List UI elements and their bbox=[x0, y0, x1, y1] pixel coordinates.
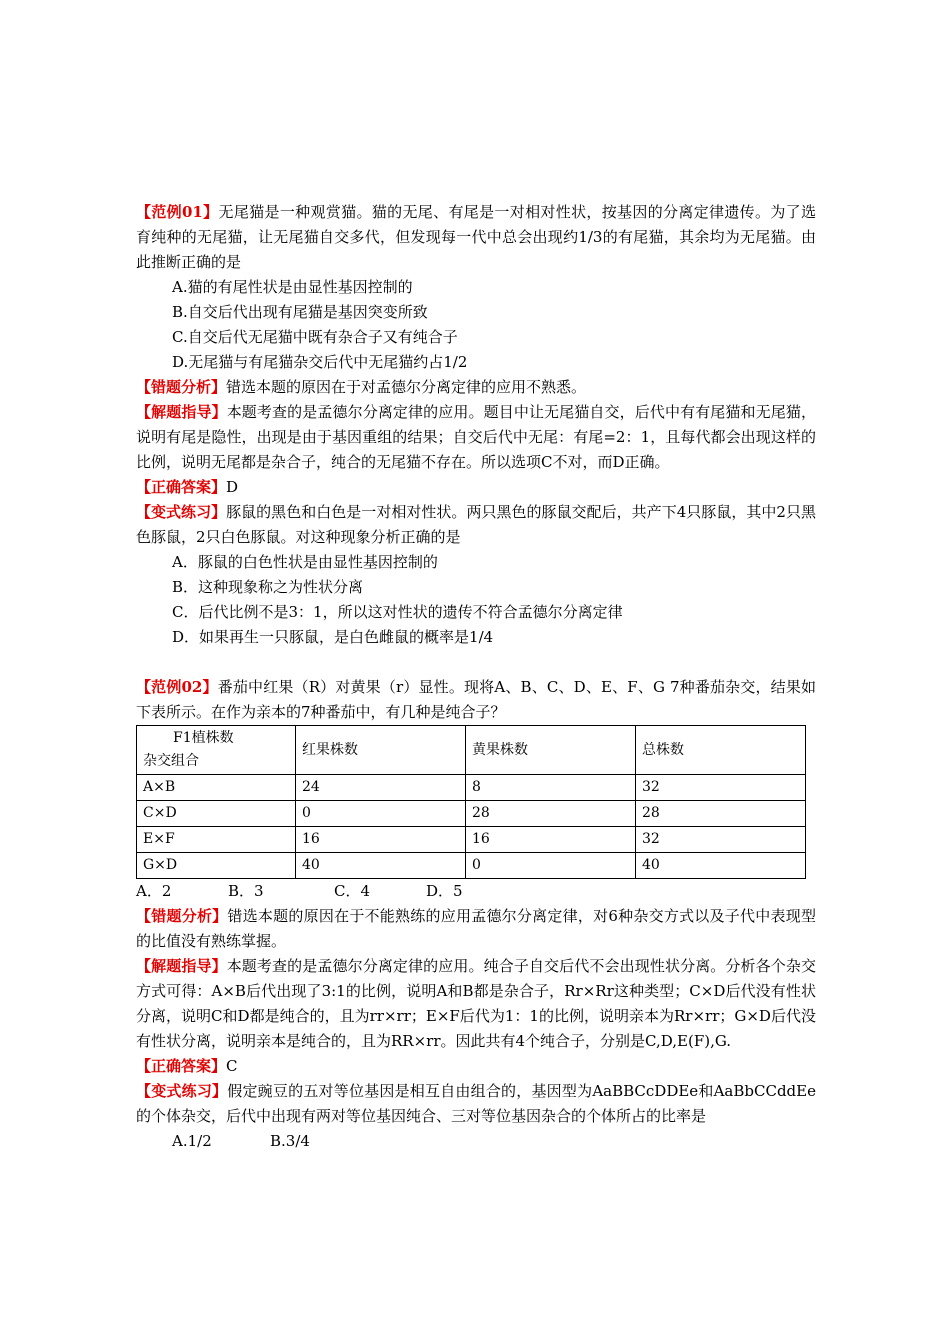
variant-tag: 【变式练习】 bbox=[136, 503, 227, 521]
guide-text: 本题考查的是孟德尔分离定律的应用。题目中让无尾猫自交，后代中有有尾猫和无尾猫，说明有尾是隐性，出现是由于基因重组的结果；自交后代中无尾：有尾=2：1，且每代都会出现这样的比例，说明无尾都是杂合子，纯合的无尾猫不存在。所以选项C不对，而D正确。 bbox=[136, 403, 816, 471]
cross-results-table bbox=[136, 725, 806, 879]
column-header: 红果株数 bbox=[296, 726, 466, 775]
table-cell: 0 bbox=[296, 801, 466, 827]
document-body bbox=[136, 200, 816, 1154]
table-cell: 8 bbox=[466, 775, 636, 801]
table-cell: 32 bbox=[636, 775, 806, 801]
table-cell: 16 bbox=[466, 827, 636, 853]
error-analysis bbox=[136, 375, 816, 400]
error-text: 错选本题的原因在于对孟德尔分离定律的应用不熟悉。 bbox=[226, 378, 587, 396]
table-row bbox=[137, 853, 806, 879]
table-header-row bbox=[137, 726, 806, 775]
option: D.无尾猫与有尾猫杂交后代中无尾猫约占1/2 bbox=[172, 353, 468, 371]
option: B．这种现象称之为性状分离 bbox=[172, 578, 364, 596]
corner-bottom-label: 杂交组合 bbox=[143, 753, 199, 769]
table-cell: E×F bbox=[137, 827, 296, 853]
answer-tag: 【正确答案】 bbox=[136, 478, 227, 496]
example-tag: 【范例01】 bbox=[136, 203, 219, 221]
error-text: 错选本题的原因在于不能熟练的应用孟德尔分离定律，对6种杂交方式以及子代中表现型的比值没有熟练掌握。 bbox=[136, 907, 816, 950]
solution-guide bbox=[136, 400, 816, 475]
option: D．如果再生一只豚鼠，是白色雌鼠的概率是1/4 bbox=[172, 628, 494, 646]
table-cell: G×D bbox=[137, 853, 296, 879]
table-cell: 28 bbox=[636, 801, 806, 827]
options-row bbox=[136, 1129, 816, 1154]
table-row bbox=[137, 827, 806, 853]
variant-practice bbox=[136, 500, 816, 550]
table-row bbox=[137, 775, 806, 801]
option: C．4 bbox=[334, 882, 371, 900]
column-header: 黄果株数 bbox=[466, 726, 636, 775]
guide-tag: 【解题指导】 bbox=[136, 403, 227, 421]
error-analysis bbox=[136, 904, 816, 954]
options-row bbox=[136, 879, 816, 904]
table-cell: 32 bbox=[636, 827, 806, 853]
variant-text: 假定豌豆的五对等位基因是相互自由组合的，基因型为AaBBCcDDEe和AaBbCCddEe的个体杂交，后代中出现有两对等位基因纯合、三对等位基因杂合的个体所占的比率是 bbox=[136, 1082, 816, 1125]
option: B.自交后代出现有尾猫是基因突变所致 bbox=[172, 303, 428, 321]
variant-tag: 【变式练习】 bbox=[136, 1082, 228, 1100]
table-cell: A×B bbox=[137, 775, 296, 801]
error-tag: 【错题分析】 bbox=[136, 378, 227, 396]
table-corner-cell bbox=[137, 726, 296, 775]
table-cell: 28 bbox=[466, 801, 636, 827]
spacer bbox=[136, 650, 816, 675]
question-text: 番茄中红果（R）对黄果（r）显性。现将A、B、C、D、E、F、G 7种番茄杂交，结果如下表所示。在作为亲本的7种番茄中，有几种是纯合子？ bbox=[136, 678, 817, 721]
error-tag: 【错题分析】 bbox=[136, 907, 228, 925]
option: C.自交后代无尾猫中既有杂合子又有纯合子 bbox=[172, 328, 458, 346]
correct-answer bbox=[136, 1054, 816, 1079]
option: A．2 bbox=[136, 882, 172, 900]
variant-practice bbox=[136, 1079, 816, 1129]
corner-top-label: F1植株数 bbox=[173, 730, 234, 746]
table-row bbox=[137, 801, 806, 827]
example-02-stem bbox=[136, 675, 816, 725]
question-text: 无尾猫是一种观赏猫。猫的无尾、有尾是一对相对性状，按基因的分离定律遗传。为了选育纯种的无尾猫，让无尾猫自交多代，但发现每一代中总会出现约1/3的有尾猫，其余均为无尾猫。由此推断正确的是 bbox=[136, 203, 816, 271]
table-cell: 40 bbox=[296, 853, 466, 879]
option: A．豚鼠的白色性状是由显性基因控制的 bbox=[172, 553, 438, 571]
column-header: 总株数 bbox=[636, 726, 806, 775]
variant-text: 豚鼠的黑色和白色是一对相对性状。两只黑色的豚鼠交配后，共产下4只豚鼠，其中2只黑色豚鼠，2只白色豚鼠。对这种现象分析正确的是 bbox=[136, 503, 816, 546]
correct-answer bbox=[136, 475, 816, 500]
table-cell: C×D bbox=[137, 801, 296, 827]
answer-tag: 【正确答案】 bbox=[136, 1057, 227, 1075]
example-01-stem bbox=[136, 200, 816, 275]
option: A.猫的有尾性状是由显性基因控制的 bbox=[172, 278, 413, 296]
guide-tag: 【解题指导】 bbox=[136, 957, 227, 975]
option: B.3/4 bbox=[270, 1132, 310, 1150]
table-cell: 24 bbox=[296, 775, 466, 801]
option: B．3 bbox=[228, 882, 264, 900]
option: D．5 bbox=[426, 882, 463, 900]
solution-guide bbox=[136, 954, 816, 1054]
guide-text: 本题考查的是孟德尔分离定律的应用。纯合子自交后代不会出现性状分离。分析各个杂交方式可得：A×B后代出现了3:1的比例，说明A和B都是杂合子，Rr×Rr这种类型；C×D后代没有性状分离，说明C和D都是纯合的，且为rr×rr；E×F后代为1：1的比例，说明亲本为Rr×rr；G×D后代没有性状分离，说明亲本是纯合的，且为RR×rr。因此共有4个纯合子，分别是C,D,E(F),G. bbox=[136, 957, 816, 1050]
table-cell: 16 bbox=[296, 827, 466, 853]
table-cell: 0 bbox=[466, 853, 636, 879]
table-cell: 40 bbox=[636, 853, 806, 879]
answer-text: D bbox=[226, 478, 239, 496]
example-tag: 【范例02】 bbox=[136, 678, 218, 696]
answer-text: C bbox=[226, 1057, 238, 1075]
option: C．后代比例不是3：1，所以这对性状的遗传不符合孟德尔分离定律 bbox=[172, 603, 623, 621]
option: A.1/2 bbox=[172, 1132, 212, 1150]
